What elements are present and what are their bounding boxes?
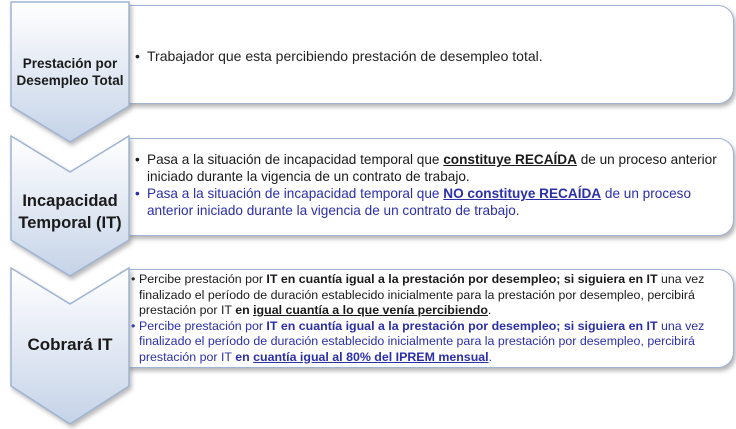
emphasis-text: IT en cuantía igual a la prestación por desempleo; si siguiera en IT bbox=[266, 318, 658, 333]
emphasis-text: IT en cuantía igual a la prestación por desempleo; si siguiera en IT bbox=[266, 272, 658, 286]
bullet-text: Percibe prestación por bbox=[139, 272, 267, 286]
bullet-text: una vez finalizado el período de duración establecido inicialmente para la prestación por desempleo, percibirá prestación por IT bbox=[139, 272, 705, 317]
stage-label-cobrara: Cobrará IT bbox=[27, 335, 113, 354]
stage-label-desempleo: Prestación por Desempleo Total bbox=[16, 56, 124, 88]
bullet-text: Percibe prestación por bbox=[139, 318, 267, 333]
bullet-text: . bbox=[487, 303, 492, 317]
bullet-text: Pasa a la situación de incapacidad temporal que bbox=[147, 186, 444, 201]
emphasis-text: en bbox=[235, 349, 254, 364]
emphasis-underlined: igual cuantía a lo que venía percibiendo bbox=[253, 303, 488, 317]
bullet-text: una vez finalizado el período de duración establecido inicialmente para la prestación por desempleo, percibirá prestación por IT bbox=[139, 318, 705, 364]
bullet-text: de un proceso anterior iniciado durante la vigencia de un contrato de trabajo. bbox=[147, 152, 717, 184]
bullet-text: Pasa a la situación de incapacidad temporal que bbox=[147, 152, 444, 167]
bullet-text: de un proceso anterior iniciado durante la vigencia de un contrato de trabajo. bbox=[147, 186, 692, 218]
stage-label-incapacidad: Incapacidad Temporal (IT) bbox=[18, 192, 122, 232]
emphasis-text: en bbox=[235, 303, 254, 317]
bullet-text: . bbox=[488, 349, 493, 364]
emphasis-underlined: cuantía igual al 80% del IPREM mensual bbox=[253, 349, 489, 364]
bullet-text: Trabajador que esta percibiendo prestación de desempleo total. bbox=[147, 48, 543, 64]
emphasis-no-recaida: NO constituye RECAÍDA bbox=[443, 186, 602, 201]
emphasis-recaida: constituye RECAÍDA bbox=[443, 152, 577, 167]
